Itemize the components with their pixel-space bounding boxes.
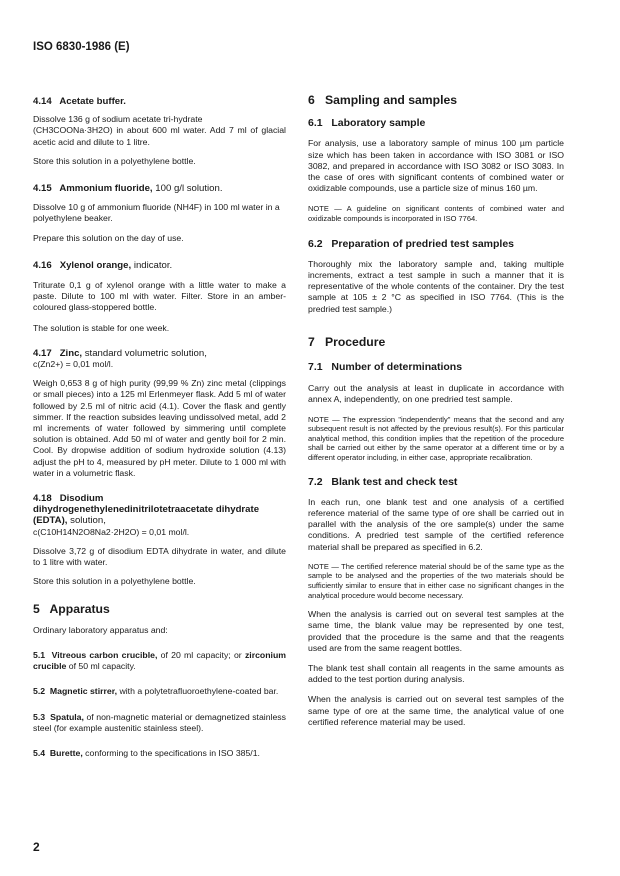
formula: (CH3COONa·3H2O)	[33, 125, 113, 136]
item-number: 5.4	[33, 747, 46, 758]
item-title: Vitreous carbon crucible,	[51, 649, 158, 660]
section-title: Preparation of predried test samples	[331, 237, 515, 250]
apparatus-item	[33, 748, 286, 759]
section-number: 7.1	[308, 361, 323, 374]
section-title: Apparatus	[49, 601, 110, 616]
apparatus-item	[33, 712, 286, 734]
right-column	[308, 95, 564, 728]
item-title: Spatula,	[50, 711, 84, 722]
paragraph: Dissolve 3,72 g of disodium EDTA dihydrate in water, and dilute to 1 litre with water.	[33, 545, 286, 568]
section-6-heading	[308, 95, 564, 106]
section-title: Blank test and check test	[331, 475, 458, 488]
section-number: 6.2	[308, 237, 323, 250]
section-number: 6.1	[308, 117, 323, 130]
section-4-14-heading	[33, 96, 286, 107]
left-column	[33, 96, 286, 759]
section-title: Disodium dihydrogenethylenedinitrilotetraacetate dihydrate (EDTA),	[33, 493, 260, 527]
paragraph: Ordinary laboratory apparatus and:	[33, 624, 168, 635]
section-title: Acetate buffer.	[59, 96, 126, 107]
paragraph: Weigh 0,653 8 g of high purity (99,99 % Zn) zinc metal (clippings or small pieces) into a 125 ml Erlenmeyer flask. Add 5 ml of water followed by 2.5 ml of nitric acid (4.1). Cover the flask and gently simmer. If the reaction subsides leaving undissolved metal, add 2 ml increments of water followed by simmering until complete solution is obtained. Add 50 ml of water and gently boil for 2 min. Cool. By dropwise addition of sodium hydroxide solution (4.13) adjust the pH to 4, measured by pH meter. Dilute to 1 000 ml with water in a volumetric flask.	[33, 378, 286, 478]
section-number: 4.17	[33, 347, 52, 359]
item-text: of 20 ml capacity; or	[160, 649, 242, 660]
concentration: c(C10H14N2O8Na2·2H2O) = 0,01 mol/l.	[33, 526, 190, 537]
section-number: 4.16	[33, 259, 52, 271]
item-text: with a polytetrafluoroethylene-coated bar.	[119, 686, 279, 697]
section-title: Procedure	[324, 334, 386, 349]
item-text: conforming to the specifications in ISO 385/1.	[85, 747, 260, 758]
note: NOTE — A guideline on significant contents of combined water and oxidizable compounds is incorporated in ISO 7764.	[308, 204, 564, 224]
page-number: 2	[33, 840, 40, 854]
paragraph: When the analysis is carried out on several test samples at the same time, the blank value may be represented by one test, provided that the procedure is the same and that the reagents used are from the same reagent bottles.	[308, 609, 564, 653]
text: Dissolve 136 g of sodium acetate tri-hydrate	[33, 114, 203, 125]
section-title: Laboratory sample	[331, 117, 426, 130]
section-5-heading	[33, 601, 286, 616]
section-4-17-heading	[33, 348, 286, 359]
section-number: 4.14	[33, 96, 52, 107]
paragraph: Prepare this solution on the day of use.	[33, 232, 184, 243]
item-title: Magnetic stirrer,	[49, 686, 118, 697]
section-4-16-heading	[33, 260, 286, 271]
section-number: 7.2	[308, 475, 323, 488]
item-number: 5.2	[33, 686, 46, 697]
section-6-2-heading	[308, 239, 564, 250]
section-7-1-heading	[308, 362, 564, 373]
item-text: of 50 ml capacity.	[68, 661, 136, 672]
paragraph: In each run, one blank test and one analysis of a certified reference material of the same type of ore shall be carried out in parallel with the analysis of the ore sample(s) under the same conditions. A predried test sample of the certified reference material shall be prepared as specified in 6.2.	[308, 496, 564, 552]
item-number: 5.1	[33, 649, 46, 660]
section-7-2-heading	[308, 477, 564, 488]
text: in about 600 ml water. Add 7 ml of glacial acetic acid and dilute to 1 litre.	[33, 125, 286, 147]
section-number: 7	[308, 334, 315, 349]
paragraph: The solution is stable for one week.	[33, 322, 170, 333]
section-title: Sampling and samples	[324, 93, 458, 107]
section-subtitle: solution,	[70, 515, 106, 527]
item-text: of non-magnetic material or demagnetized stainless steel (for example austenitic stainless steel).	[33, 711, 286, 733]
paragraph: Triturate 0,1 g of xylenol orange with a little water to make a paste. Dilute to 100 ml with water. Filter. Store in an amber-coloured glass-stoppered bottle.	[33, 280, 286, 313]
paragraph: Store this solution in a polyethylene bottle.	[33, 576, 196, 587]
document-header: ISO 6830-1986 (E)	[33, 41, 130, 53]
paragraph: Store this solution in a polyethylene bottle.	[33, 155, 196, 166]
section-subtitle: indicator.	[133, 259, 173, 271]
item-title: zirconium crucible	[33, 649, 286, 672]
concentration: c(Zn2+) = 0,01 mol/l.	[33, 359, 114, 370]
section-7-heading	[308, 334, 564, 349]
paragraph: Dissolve 10 g of ammonium fluoride (NH4F) in 100 ml water in a polyethylene beaker.	[33, 202, 280, 224]
section-number: 4.18	[33, 493, 52, 505]
note: NOTE — The certified reference material should be of the same type as the sample to be analysed and the properties of the two materials should be sufficiently similar to ensure that in either case no significant changes in the analytical procedure would become necessary.	[308, 561, 564, 600]
paragraph: When the analysis is carried out on several test samples of the same type of ore at the same time, the analytical value of one certified reference material may be used.	[308, 694, 564, 727]
paragraph: Carry out the analysis at least in duplicate in accordance with annex A, independently, on one predried test sample.	[308, 383, 564, 405]
paragraph: The blank test shall contain all reagents in the same amounts as added to the test portion during analysis.	[308, 663, 564, 685]
section-6-1-heading	[308, 118, 564, 129]
section-number: 4.15	[33, 183, 52, 195]
section-title: Ammonium fluoride,	[59, 183, 153, 195]
item-title: Burette,	[49, 747, 83, 758]
paragraph: Thoroughly mix the laboratory sample and, taking multiple increments, extract a test sample in such a manner that it is representative of the whole contents of the container. Dry the test sample at 105 ± 2 °C as specified in ISO 7764. (This is the predried test sample.)	[308, 258, 564, 314]
note: NOTE — The expression "independently" means that the second and any subsequent result is not affected by the previous result(s). For this particular analytical method, this condition implies that the repetition of the procedure shall be carried out either by the same operator at a different time or by a different operator including, in either case, appropriate recalibration.	[308, 414, 564, 463]
paragraph: For analysis, use a laboratory sample of minus 100 µm particle size which has been taken in accordance with ISO 3081 or ISO 3082, and prepared in accordance with ISO 3082 or ISO 3083. In the case of ores with significant contents of combined water or oxidizable compounds, use a particle size of minus 160 µm.	[308, 138, 564, 194]
apparatus-item	[33, 686, 286, 697]
item-number: 5.3	[33, 711, 46, 722]
paragraph	[33, 114, 286, 148]
section-title: Zinc,	[59, 347, 83, 359]
section-subtitle: 100 g/l solution.	[155, 183, 223, 195]
section-4-15-heading	[33, 183, 286, 194]
section-title: Number of determinations	[331, 361, 463, 374]
section-title: Xylenol orange,	[59, 259, 132, 271]
section-number: 5	[33, 601, 40, 616]
section-number: 6	[308, 93, 315, 107]
section-subtitle: standard volumetric solution,	[84, 347, 207, 359]
section-4-18-heading	[33, 493, 286, 527]
apparatus-item	[33, 650, 286, 672]
